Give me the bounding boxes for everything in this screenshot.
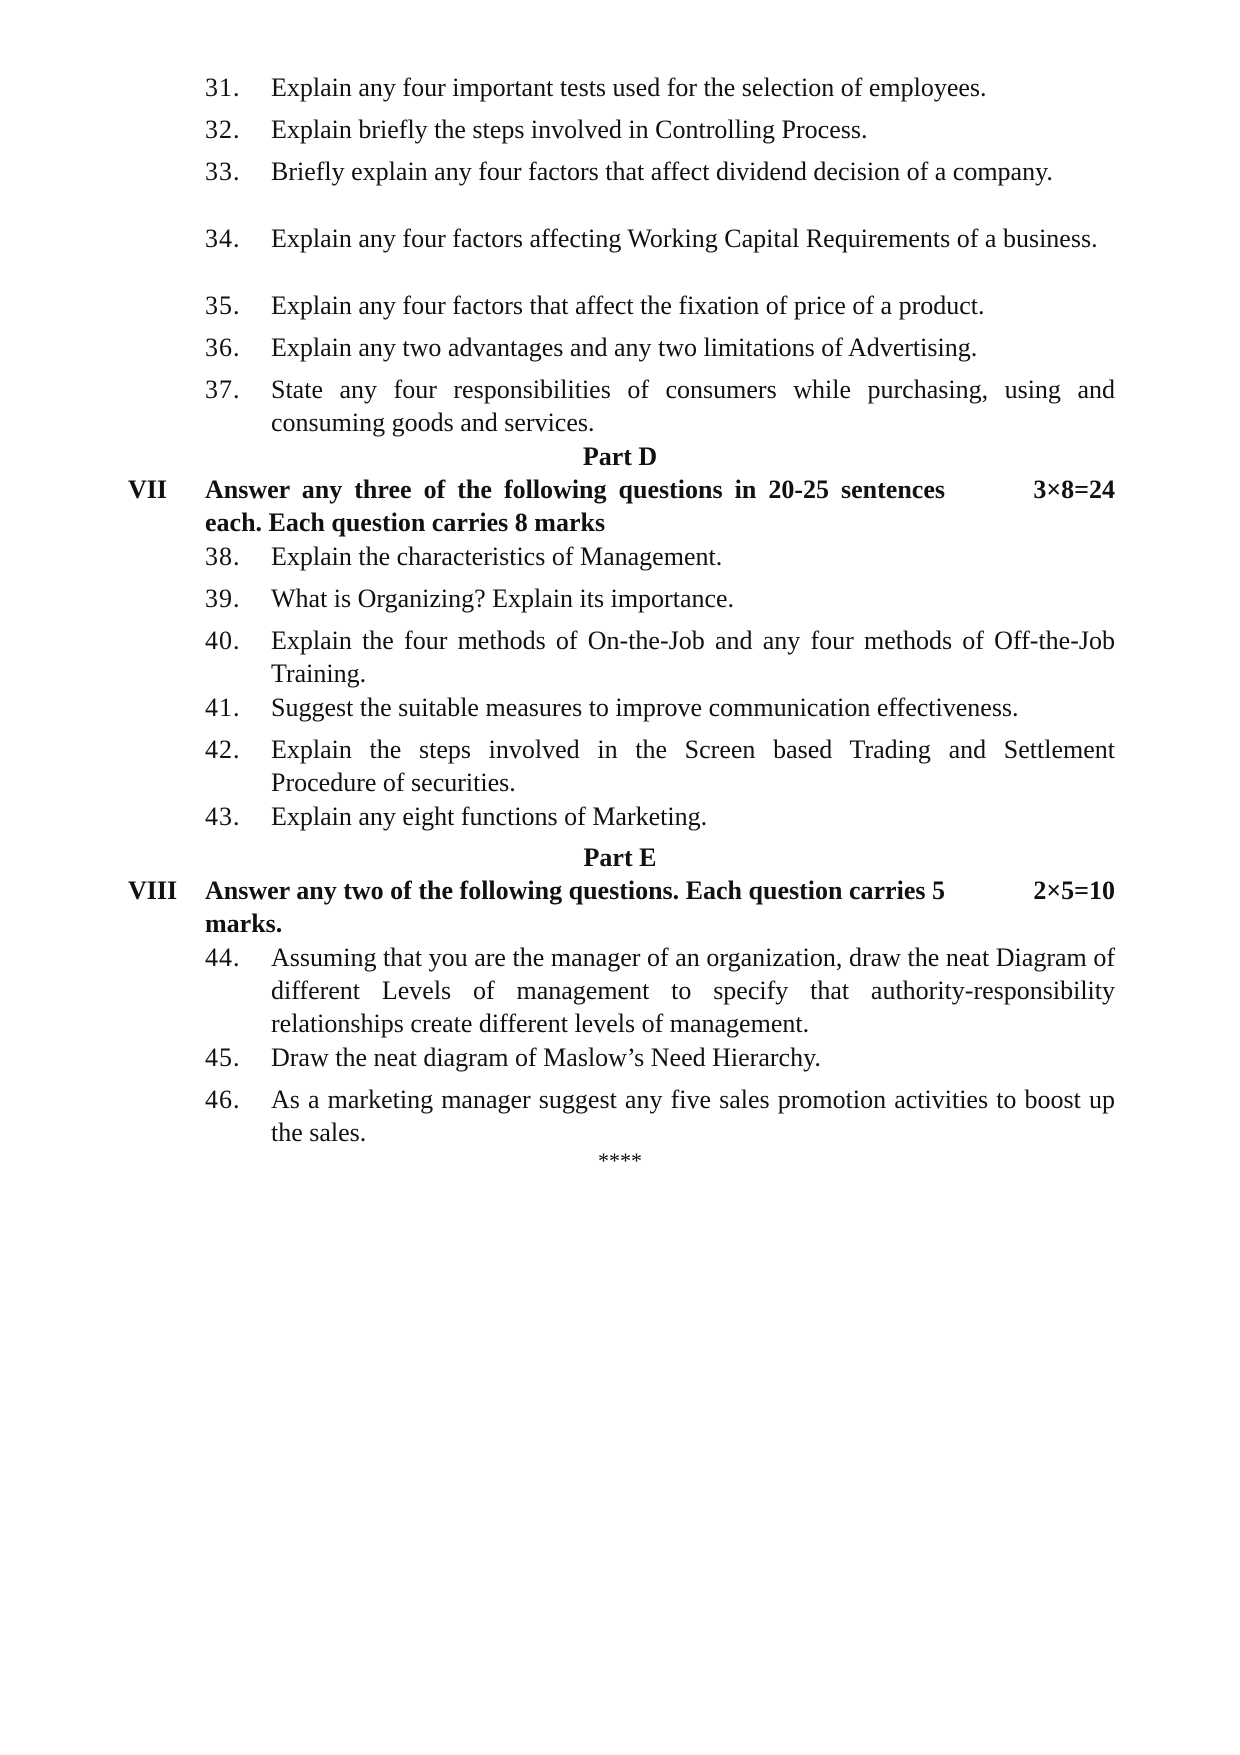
section-viii-instruction [128, 874, 1115, 940]
question-text: Explain any four important tests used for the selection of employees. [271, 73, 987, 102]
question-42 [205, 733, 1115, 799]
question-32 [205, 113, 1115, 146]
question-number: 34. [205, 224, 241, 253]
question-text: Explain any two advantages and any two limitations of Advertising. [271, 333, 978, 362]
question-41 [205, 691, 1115, 724]
question-text: As a marketing manager suggest any five sales promotion activities to boost up the sales. [271, 1085, 1115, 1147]
question-46 [205, 1083, 1115, 1149]
section-instruction-text: Answer any three of the following questions in 20-25 sentences each. Each question carries 8 marks [205, 475, 945, 537]
question-number: 44. [205, 943, 241, 972]
question-35 [205, 289, 1115, 322]
question-31 [205, 71, 1115, 104]
question-text: Explain any eight functions of Marketing. [271, 802, 708, 831]
question-text: Suggest the suitable measures to improve communication effectiveness. [271, 693, 1019, 722]
section-instruction-text: Answer any two of the following questions. Each question carries 5 marks. [205, 876, 945, 938]
question-number: 31. [205, 73, 241, 102]
part-e-title: Part E [583, 843, 657, 872]
question-45 [205, 1041, 1115, 1074]
question-text: Explain briefly the steps involved in Controlling Process. [271, 115, 868, 144]
question-38 [205, 540, 1115, 573]
question-36 [205, 331, 1115, 364]
section-roman-numeral: VII [128, 475, 168, 504]
question-number: 43. [205, 802, 241, 831]
question-text: Assuming that you are the manager of an organization, draw the neat Diagram of different Levels of management to specify that authority-responsibility relationships create different levels of management. [271, 943, 1115, 1038]
question-number: 42. [205, 735, 241, 764]
question-number: 39. [205, 584, 241, 613]
question-33 [205, 155, 1115, 188]
section-roman-numeral: VIII [128, 876, 178, 905]
question-39 [205, 582, 1115, 615]
part-d-title: Part D [582, 442, 658, 471]
question-text: Explain the steps involved in the Screen based Trading and Settlement Procedure of securities. [271, 735, 1115, 797]
question-34 [205, 222, 1115, 255]
question-43 [205, 800, 1115, 833]
question-number: 41. [205, 693, 241, 722]
question-number: 37. [205, 375, 241, 404]
question-text: Explain the four methods of On-the-Job and any four methods of Off-the-Job Training. [271, 626, 1115, 688]
question-text: Draw the neat diagram of Maslow’s Need Hierarchy. [271, 1043, 821, 1072]
question-text: What is Organizing? Explain its importance. [271, 584, 735, 613]
question-text: Explain any four factors that affect the fixation of price of a product. [271, 291, 985, 320]
question-40 [205, 624, 1115, 690]
section-vii-instruction [128, 473, 1115, 539]
question-number: 38. [205, 542, 241, 571]
question-text: Briefly explain any four factors that affect dividend decision of a company. [271, 157, 1053, 186]
question-number: 36. [205, 333, 241, 362]
section-marks: 3×8=24 [1033, 475, 1115, 504]
question-number: 46. [205, 1085, 241, 1114]
question-text: Explain the characteristics of Management. [271, 542, 723, 571]
question-number: 33. [205, 157, 241, 186]
question-44 [205, 941, 1115, 1040]
end-of-paper-mark: **** [598, 1148, 642, 1173]
section-marks: 2×5=10 [1033, 876, 1115, 905]
question-text: Explain any four factors affecting Working Capital Requirements of a business. [271, 224, 1098, 253]
question-number: 40. [205, 626, 241, 655]
question-37 [205, 373, 1115, 439]
question-number: 45. [205, 1043, 241, 1072]
question-number: 32. [205, 115, 241, 144]
question-text: State any four responsibilities of consumers while purchasing, using and consuming goods and services. [271, 375, 1115, 437]
question-number: 35. [205, 291, 241, 320]
